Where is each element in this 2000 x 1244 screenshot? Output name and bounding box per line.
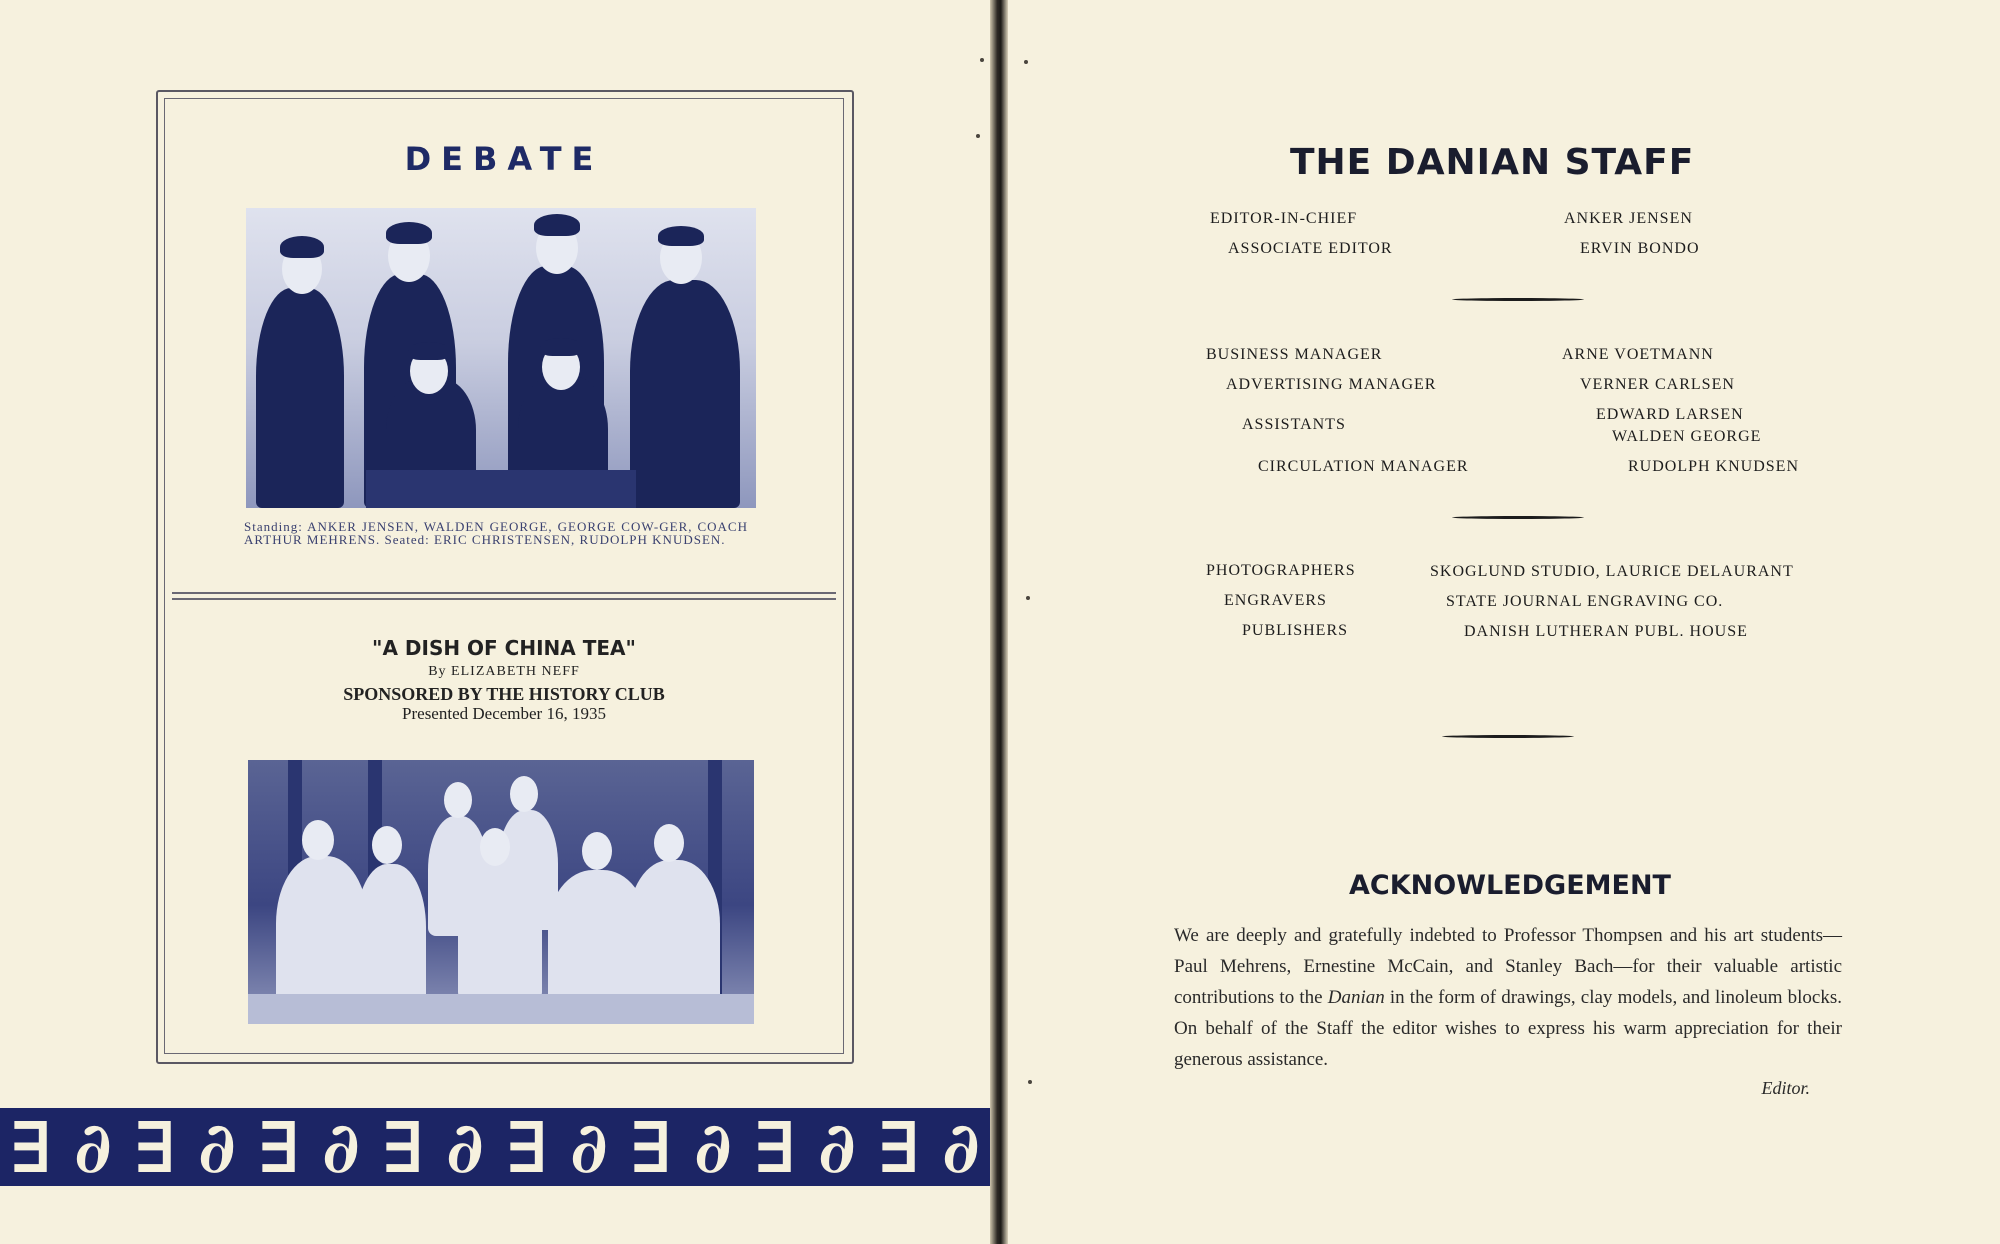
left-page — [0, 0, 990, 1244]
border-ornament-icon: ∃ — [505, 1108, 549, 1186]
staff-role: ASSISTANTS — [1242, 416, 1346, 433]
staff-name: VERNER CARLSEN — [1580, 376, 1735, 393]
debate-title: DEBATE — [404, 140, 604, 178]
staff-name: ERVIN BONDO — [1580, 240, 1700, 257]
paper-speck — [1026, 596, 1030, 600]
staff-name: WALDEN GEORGE — [1612, 428, 1762, 445]
border-ornament-icon: ∂ — [694, 1108, 732, 1186]
staff-name: ANKER JENSEN — [1564, 210, 1693, 227]
staff-name: RUDOLPH KNUDSEN — [1628, 458, 1800, 475]
play-sponsor: SPONSORED BY THE HISTORY CLUB — [343, 684, 665, 704]
paper-speck — [1024, 60, 1028, 64]
section-rule — [1452, 298, 1584, 301]
border-ornament-icon: ∃ — [133, 1108, 177, 1186]
acknowledgement-text: We are deeply and gratefully indebted to Professor Thompsen and his art students—Paul Mehrens, Ernestine McCain, and Stanley Bach—for their valuable artistic contributions to the Danian in the form of drawings, clay models, and linoleum blocks. On behalf of the Staff the editor wishes to express his warm appreciation for their generous assistance. — [1174, 925, 1842, 1070]
debate-team-photo — [246, 208, 756, 508]
border-ornament-icon: ∂ — [74, 1108, 112, 1186]
play-byline: By ELIZABETH NEFF — [428, 664, 580, 679]
staff-role: ASSOCIATE EDITOR — [1228, 240, 1393, 257]
border-ornament-icon: ∃ — [381, 1108, 425, 1186]
staff-role: EDITOR-IN-CHIEF — [1210, 210, 1358, 227]
staff-role: PHOTOGRAPHERS — [1206, 562, 1356, 579]
acknowledgement-title: ACKNOWLEDGEMENT — [1349, 870, 1671, 901]
book-gutter — [990, 0, 1008, 1244]
staff-role: ENGRAVERS — [1224, 592, 1327, 609]
staff-role: BUSINESS MANAGER — [1206, 346, 1383, 363]
border-ornament-icon: ∃ — [257, 1108, 301, 1186]
border-ornament-icon: ∂ — [198, 1108, 236, 1186]
section-divider — [172, 598, 836, 600]
border-ornament-icon: ∂ — [322, 1108, 360, 1186]
border-ornament-icon: ∂ — [818, 1108, 856, 1186]
border-ornament-icon: ∃ — [753, 1108, 797, 1186]
decorative-border — [0, 1108, 990, 1186]
section-rule — [1442, 735, 1574, 738]
staff-name: DANISH LUTHERAN PUBL. HOUSE — [1464, 623, 1748, 640]
section-divider — [172, 592, 836, 594]
staff-name: STATE JOURNAL ENGRAVING CO. — [1446, 593, 1724, 610]
debate-caption: Standing: ANKER JENSEN, WALDEN GEORGE, GEORGE COW-GER, COACH ARTHUR MEHRENS. Seated: ERIC CHRISTENSEN, RUDOLPH KNUDSEN. — [244, 519, 748, 547]
staff-name: EDWARD LARSEN — [1596, 406, 1744, 423]
border-ornament-icon: ∂ — [942, 1108, 980, 1186]
staff-role: CIRCULATION MANAGER — [1258, 458, 1469, 475]
staff-role: ADVERTISING MANAGER — [1226, 376, 1437, 393]
staff-role: PUBLISHERS — [1242, 622, 1349, 639]
border-ornament-icon: ∂ — [446, 1108, 484, 1186]
paper-speck — [980, 58, 984, 62]
play-title: "A DISH OF CHINA TEA" — [372, 636, 636, 660]
border-ornament-icon: ∃ — [9, 1108, 53, 1186]
paper-speck — [1028, 1080, 1032, 1084]
border-ornament-icon: ∃ — [877, 1108, 921, 1186]
paper-speck — [976, 134, 980, 138]
border-ornament-icon: ∃ — [629, 1108, 673, 1186]
play-date: Presented December 16, 1935 — [402, 704, 606, 723]
yearbook-name: Danian — [1327, 987, 1385, 1008]
play-cast-photo — [248, 760, 754, 1024]
border-ornament-icon: ∂ — [570, 1108, 608, 1186]
staff-name: ARNE VOETMANN — [1562, 346, 1714, 363]
acknowledgement-signature: Editor. — [1761, 1078, 1810, 1098]
section-rule — [1452, 516, 1584, 519]
staff-title: THE DANIAN STAFF — [1290, 142, 1695, 183]
staff-name: SKOGLUND STUDIO, LAURICE DELAURANT — [1430, 563, 1794, 580]
